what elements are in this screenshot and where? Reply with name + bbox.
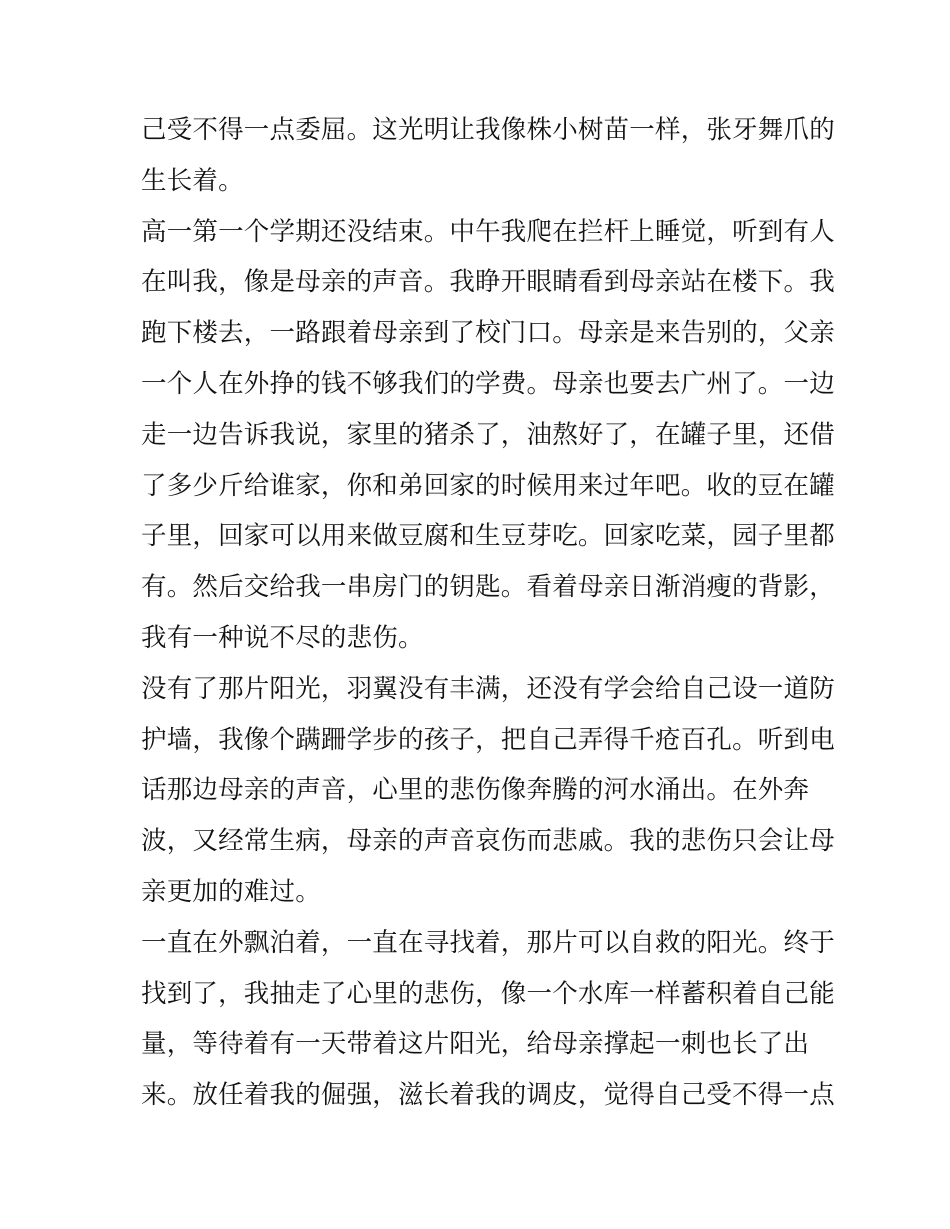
- text-line: 没有了那片阳光，羽翼没有丰满，还没有学会给自己设一道防: [141, 673, 835, 704]
- text-line: 高一第一个学期还没结束。中午我爬在拦杆上睡觉，听到有人: [141, 216, 835, 247]
- text-line: 找到了，我抽走了心里的悲伤，像一个水库一样蓄积着自己能: [141, 978, 835, 1009]
- text-line: 己受不得一点委屈。这光明让我像株小树苗一样，张牙舞爪的: [141, 115, 835, 145]
- text-line: 在叫我，像是母亲的声音。我睁开眼睛看到母亲站在楼下。我: [141, 267, 835, 298]
- text-line: 护墙，我像个蹒跚学步的孩子，把自己弄得千疮百孔。听到电: [141, 724, 835, 755]
- text-line: 生长着。: [141, 165, 244, 196]
- text-line: 了多少斤给谁家，你和弟回家的时候用来过年吧。收的豆在罐: [141, 470, 835, 501]
- text-line: 子里，回家可以用来做豆腐和生豆芽吃。回家吃菜，园子里都: [141, 521, 835, 552]
- text-line: 我有一种说不尽的悲伤。: [141, 622, 424, 653]
- text-line: 跑下楼去，一路跟着母亲到了校门口。母亲是来告别的，父亲: [141, 318, 835, 349]
- text-line: 波，又经常生病，母亲的声音哀伤而悲戚。我的悲伤只会让母: [141, 826, 835, 857]
- body-text: [141, 105, 835, 1121]
- text-line: 走一边告诉我说，家里的猪杀了，油熬好了，在罐子里，还借: [141, 419, 835, 450]
- text-line: 一直在外飘泊着，一直在寻找着，那片可以自救的阳光。终于: [141, 927, 835, 958]
- text-line: 话那边母亲的声音，心里的悲伤像奔腾的河水涌出。在外奔: [141, 775, 810, 806]
- text-line: 来。放任着我的倔强，滋长着我的调皮，觉得自己受不得一点: [141, 1080, 835, 1111]
- text-line: 量，等待着有一天带着这片阳光，给母亲撑起一刺也长了出: [141, 1029, 810, 1060]
- text-line: 有。然后交给我一串房门的钥匙。看着母亲日渐消瘦的背影，: [141, 572, 835, 603]
- text-line: 一个人在外挣的钱不够我们的学费。母亲也要去广州了。一边: [141, 368, 835, 399]
- text-line: 亲更加的难过。: [141, 876, 321, 907]
